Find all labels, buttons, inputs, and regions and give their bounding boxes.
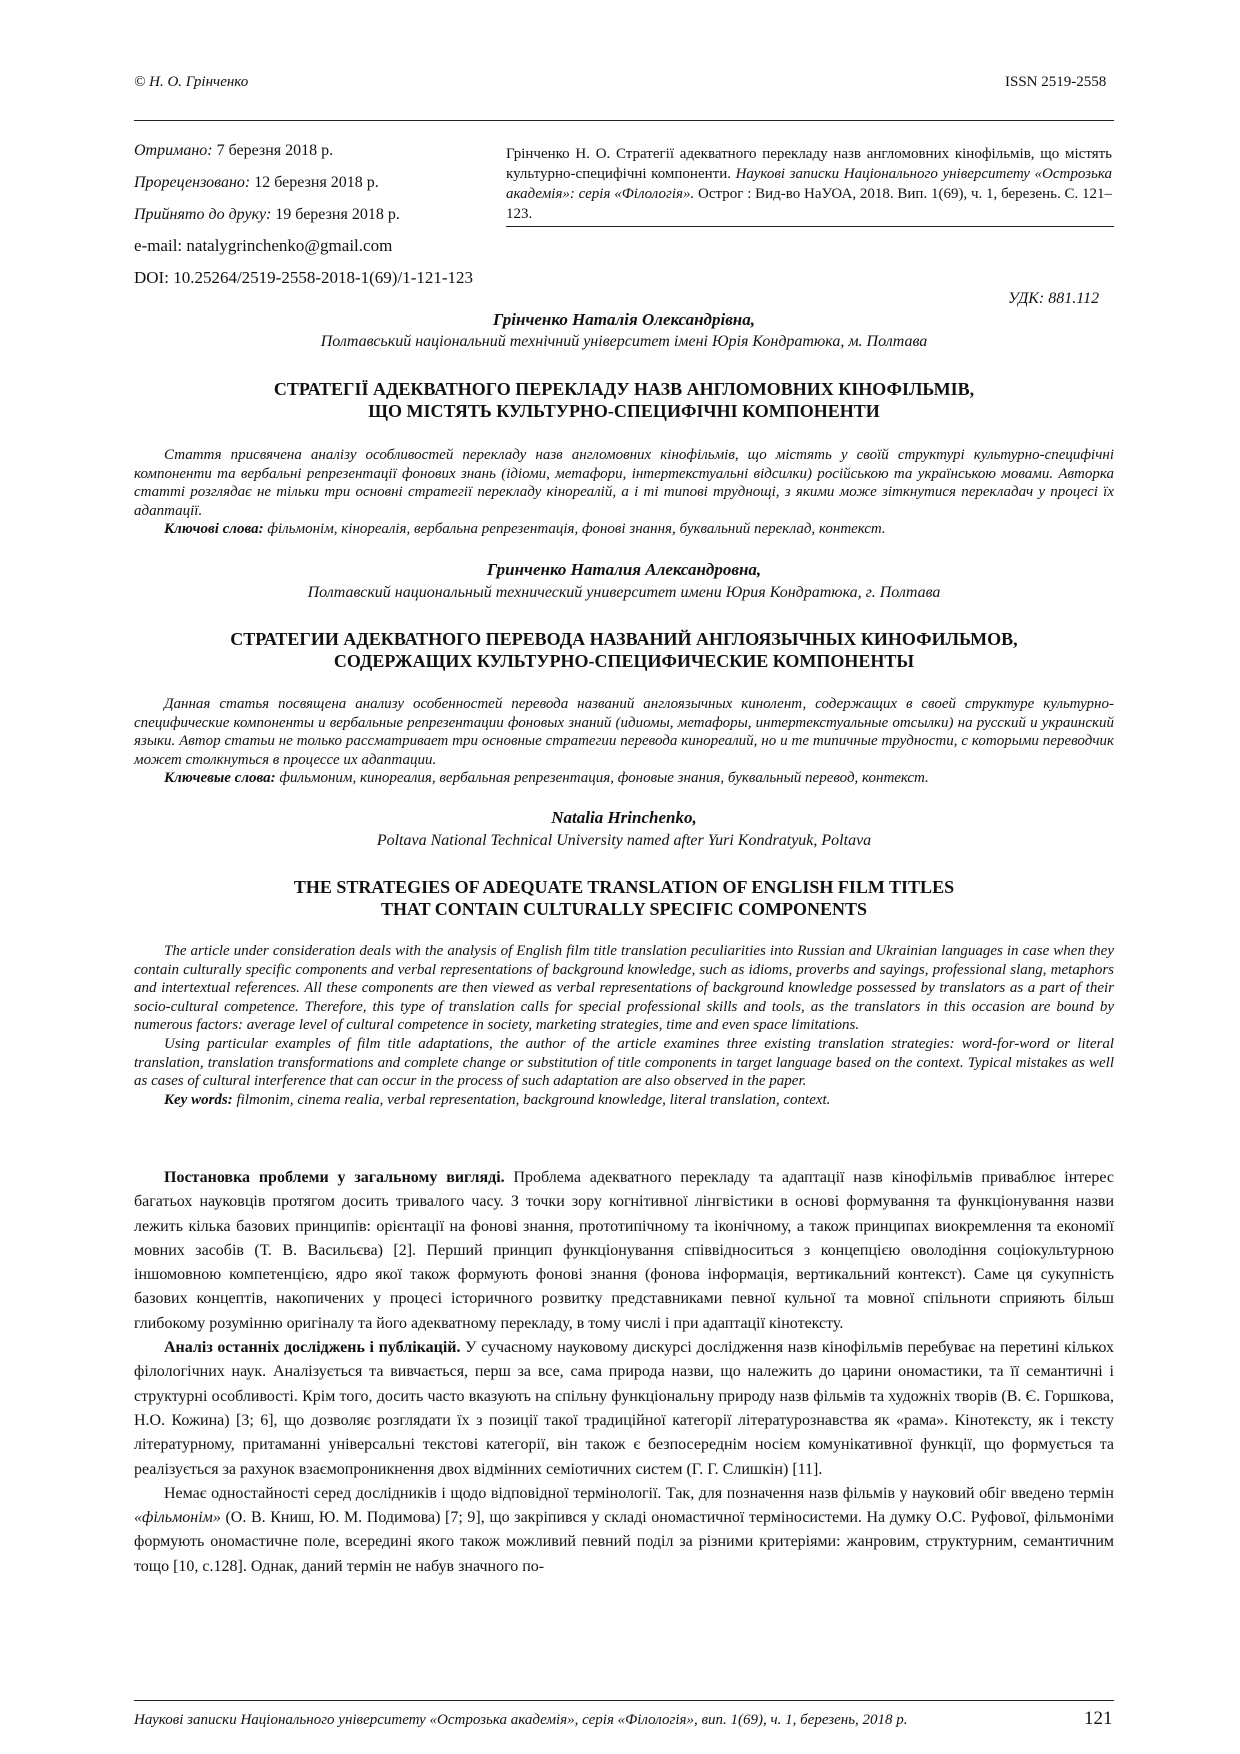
- ua-affiliation: Полтавський національний технічний університет імені Юрія Кондратюка, м. Полтава: [320, 333, 928, 350]
- received-label: Отримано:: [134, 142, 213, 159]
- page-number: 121: [1084, 1708, 1113, 1729]
- body-paragraph-1: [134, 1166, 1114, 1336]
- ua-title-line-2: ЩО МІСТЯТЬ КУЛЬТУРНО-СПЕЦИФІЧНІ КОМПОНЕНТИ: [368, 401, 880, 421]
- received-value: 7 березня 2018 р.: [216, 142, 334, 159]
- doi[interactable]: DOI: 10.25264/2519-2558-2018-1(69)/1-121-123: [134, 268, 474, 287]
- ru-title-line-1: СТРАТЕГИИ АДЕКВАТНОГО ПЕРЕВОДА НАЗВАНИЙ АНГЛОЯЗЫЧНЫХ КИНОФИЛЬМОВ,: [230, 629, 1018, 649]
- term-filmonim: «фільмонім»: [134, 1509, 221, 1527]
- citation-publisher: Острог : Вид-во НаУОА, 2018. Вип. 1(69), ч. 1, березень. С. 121–123.: [506, 186, 1113, 222]
- en-keywords: [134, 1091, 1114, 1110]
- accepted-date: [134, 206, 400, 224]
- en-abstract-paragraph-2: Using particular examples of film title adaptations, the author of the article examines three existing translation strategies: word-for-word or literal translation, translation transformations and complete change or substitution of title components in target language based on the context. Typical mistakes as well as cases of cultural interference that can occur in the process of such adaptation are also observed in the paper.: [134, 1035, 1114, 1090]
- accepted-value: 19 березня 2018 р.: [275, 206, 400, 223]
- ua-keywords-text: фільмонім, кінореалія, вербальна репрезентація, фонові знання, буквальний переклад, контекст.: [263, 521, 886, 538]
- ru-abstract: [134, 695, 1114, 788]
- en-title-line-1: THE STRATEGIES OF ADEQUATE TRANSLATION OF ENGLISH FILM TITLES: [293, 877, 955, 897]
- citation-journal: Наукові записки Національного університету «Острозька академія»: серія «Філологія».: [506, 166, 1112, 202]
- body-paragraph-3-text-a: Немає одностайності серед дослідників і щодо відповідної термінології. Так, для позначення назв фільмів у науковий обіг введено термін: [164, 1484, 1114, 1502]
- en-author: Natalia Hrinchenko,: [551, 808, 697, 827]
- en-abstract: [134, 942, 1114, 1109]
- ua-abstract-text: Стаття присвячена аналізу особливостей перекладу назв англомовних кінофільмів, що містять у своїй структурі культурно-специфічні компоненти та вербальні репрезентації фонових знань (ідіоми, метафори, інтертекстуальні відсилки) російською та українською мовами. Авторка статті розглядає не тільки три основні стратегії перекладу кінореалій, а і ті типові труднощі, з якими може зіткнутися перекладач у процесі їх адаптації.: [134, 447, 1114, 519]
- citation-block: [506, 144, 1112, 224]
- citation-rule: [506, 226, 1114, 227]
- reviewed-value: 12 березня 2018 р.: [254, 174, 379, 191]
- footer-rule: [134, 1700, 1114, 1701]
- section-heading-analysis: Аналіз останніх досліджень і публікацій.: [164, 1339, 461, 1357]
- ru-title-line-2: СОДЕРЖАЩИХ КУЛЬТУРНО-СПЕЦИФИЧЕСКИЕ КОМПОНЕНТЫ: [333, 651, 915, 671]
- body-paragraph-3-text-b: (О. В. Книш, Ю. М. Подимова) [7; 9], що закріпився у складі ономастичної терміносистеми. На думку О.С. Руфової, фільмоніми формують ономастичне поле, всередині якого також можливий певний поділ за різними критеріями: жанровим, структурним, семантичним тощо [10, с.128]. Однак, даний термін не набув значного по-: [134, 1509, 1114, 1575]
- reviewed-label: Прорецензовано:: [134, 174, 251, 191]
- reviewed-date: [134, 174, 379, 192]
- ru-abstract-text: Данная статья посвящена анализу особенностей перевода названий англоязычных кинолент, содержащих в своей структуре культурно-специфические компоненты и вербальные репрезентации фоновых знаний (идиомы, метафоры, интертекстуальные отсылки) на русский и украинский языки. Автор статьи не только рассматривает три основные стратегии перевода кинореалий, но и те типичные трудности, с которыми переводчик может столкнуться в процессе их адаптации.: [134, 696, 1114, 768]
- ru-title: [134, 628, 1114, 672]
- ua-keywords-label: Ключові слова:: [164, 521, 264, 538]
- ua-abstract: [134, 446, 1114, 539]
- ua-title-line-1: СТРАТЕГІЇ АДЕКВАТНОГО ПЕРЕКЛАДУ НАЗВ АНГЛОМОВНИХ КІНОФІЛЬМІВ,: [273, 379, 975, 399]
- body-paragraph-3: [134, 1482, 1114, 1579]
- en-title: [134, 876, 1114, 920]
- body-paragraph-1-text: Проблема адекватного перекладу та адаптації назв кінофільмів приваблює інтерес багатьох науковців протягом досить тривалого часу. З точки зору когнітивної лінгвістики в основі формування та функціонування назви лежить кілька базових принципів: орієнтації на фонові знання, прототипічному та іконічному, а також принципах виокремлення та економії мовних засобів (Т. В. Васильєва) [2]. Перший принцип функціонування співвідноситься з концепцією оволодіння соціокультурною іншомовною компетенцією, ядро якої також формують фонові знання (фонова інформація, вертикальний контекст). Саме ця сукупність базових концептів, накопичених у процесі історичного розвитку представниками певної кульної та мовної спільноти сприяють більш глибокому розумінню оригіналу та його адекватному перекладу, в тому числі і при адаптації кінотексту.: [134, 1169, 1115, 1332]
- ru-keywords-text: фильмоним, кинореалия, вербальная репрезентация, фоновые знания, буквальный перевод, контекст.: [275, 770, 929, 787]
- ru-keywords-label: Ключевые слова:: [164, 770, 276, 787]
- en-title-line-2: THAT CONTAIN CULTURALLY SPECIFIC COMPONENTS: [380, 899, 868, 919]
- article-body: [134, 1166, 1114, 1579]
- citation-text: Грінченко Н. О. Стратегії адекватного перекладу назв англомовних кінофільмів, що містять культурно-специфічні компоненти.: [506, 146, 1112, 182]
- ua-author: Грінченко Наталія Олександрівна,: [493, 310, 755, 329]
- body-paragraph-2-text: У сучасному науковому дискурсі дослідження назв кінофільмів перебуває на перетині кількох філологічних наук. Аналізується та вивчається, перш за все, сама природа назви, що належить до царини ономастики, та її семантичні і структурні особливості. Крім того, досить часто вказують на спільну функціональну природу назв фільмів та художніх творів (В. Є. Горшкова, Н.О. Кожина) [3; 6], що дозволяє розглядати їх з позиції такої традиційної категорії літературознавства як «рама». Кінотексту, як і тексту літературному, притаманні універсальні текстові категорії, він також є безпосереднім носієм комунікативної функції, що формується та реалізується за рахунок взаємопроникнення двох відмінних семіотичних систем (Г. Г. Слишкін) [11].: [134, 1339, 1115, 1478]
- ru-affiliation: Полтавский национальный технический университет имени Юрия Кондратюка, г. Полтава: [307, 584, 941, 601]
- udc-code: УДК: 881.112: [1008, 290, 1100, 307]
- body-paragraph-2: [134, 1336, 1114, 1482]
- accepted-label: Прийнято до друку:: [134, 206, 272, 223]
- author-email[interactable]: e-mail: natalygrinchenko@gmail.com: [134, 236, 393, 255]
- en-abstract-paragraph-1: The article under consideration deals with the analysis of English film title translation peculiarities into Russian and Ukrainian languages in case when they contain culturally specific components and verbal representations of background knowledge, such as idioms, proverbs and sayings, professional slang, metaphors and intertextual references. All these components are then viewed as verbal representations of background knowledge possessed by translators as a part of their socio-cultural competence. Therefore, this type of translation calls for special professional skills and tools, as the translators in this occasion are bound by numerous factors: average level of cultural competence in society, marketing strategies, time and even space limitations.: [134, 943, 1114, 1034]
- running-header-author: © Н. О. Грінченко: [134, 74, 249, 90]
- section-heading-problem: Постановка проблеми у загальному вигляді.: [164, 1169, 505, 1186]
- en-keywords-text: filmonim, cinema realia, verbal representation, background knowledge, literal translation, context.: [232, 1091, 831, 1108]
- ua-keywords: [134, 520, 1114, 539]
- ua-title: [134, 378, 1114, 422]
- en-affiliation: Poltava National Technical University named after Yuri Kondratyuk, Poltava: [376, 832, 872, 849]
- en-keywords-label: Key words:: [164, 1091, 233, 1108]
- ru-keywords: [134, 769, 1114, 788]
- running-header-issn: ISSN 2519-2558: [1005, 74, 1107, 90]
- header-rule: [134, 120, 1114, 121]
- received-date: [134, 142, 333, 160]
- ru-author: Гринченко Наталия Александровна,: [486, 560, 762, 579]
- footer-journal: Наукові записки Національного університету «Острозька академія», серія «Філологія», вип. 1(69), ч. 1, березень, 2018 р.: [134, 1712, 908, 1728]
